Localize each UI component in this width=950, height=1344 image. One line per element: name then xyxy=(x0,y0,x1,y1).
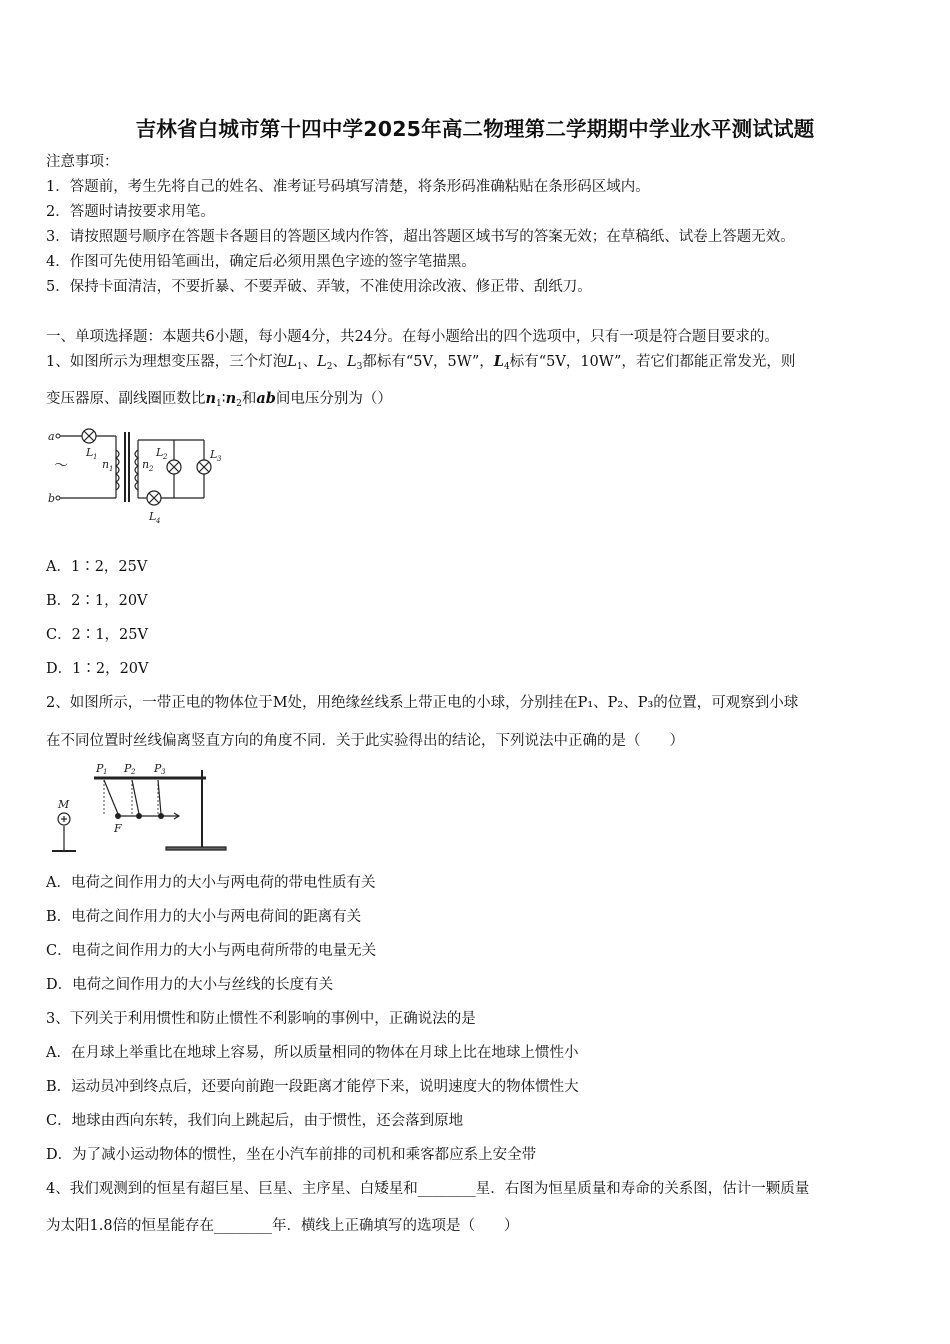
svg-text:2: 2 xyxy=(149,465,154,473)
svg-text:2: 2 xyxy=(163,453,168,461)
L4-label: L xyxy=(149,510,157,523)
svg-text:2: 2 xyxy=(131,768,136,776)
svg-text:1: 1 xyxy=(103,768,108,776)
page-title: 吉林省白城市第十四中学2025年高二物理第二学期期中学业水平测试试题 xyxy=(135,117,815,141)
q4-stem-line1: 4、我们观测到的恒星有超巨星、巨星、主序星、白矮星和________星．右图为恒星质量和寿命的关系图，估计一颗质量 xyxy=(46,1181,810,1197)
q1-option-d: D．1∶2，20V xyxy=(46,661,149,677)
svg-text:4: 4 xyxy=(156,517,161,525)
q1-stem-line1: 1、如图所示为理想变压器，三个灯泡$L_1$、$L_2$、$L_3$都标有“5V，5W”，$L_4$标有“5V，10W”，若它们都能正常发光，则 xyxy=(46,353,796,372)
notice-item: 3．请按照题号顺序在答题卡各题目的答题区域内作答，超出答题区域书写的答案无效；在草稿纸、试卷上答题无效。 xyxy=(46,229,795,245)
q2-option-d: D．电荷之间作用力的大小与丝线的长度有关 xyxy=(46,977,334,993)
q1-option-c: C．2∶1，25V xyxy=(46,627,148,643)
svg-text:3: 3 xyxy=(217,455,222,463)
P3-label: P xyxy=(154,762,162,775)
notice-item: 5．保持卡面清洁，不要折暴、不要弄破、弄皱，不准使用涂改液、修正带、刮纸刀。 xyxy=(46,279,592,295)
q1-option-b: B．2∶1，20V xyxy=(46,593,148,609)
terminal-a-label: a xyxy=(48,430,55,443)
q2-option-c: C．电荷之间作用力的大小与两电荷所带的电量无关 xyxy=(46,943,377,959)
svg-text:3: 3 xyxy=(161,768,166,776)
n2-label: n xyxy=(142,458,150,471)
P2-label: P xyxy=(124,762,132,775)
q3-option-a: A．在月球上举重比在地球上容易，所以质量相同的物体在月球上比在地球上惯性小 xyxy=(46,1045,579,1061)
L3-label: L xyxy=(210,448,218,461)
q3-stem: 3、下列关于利用惯性和防止惯性不利影响的事例中，正确说法的是 xyxy=(46,1011,476,1027)
F-label: F xyxy=(114,822,122,835)
q3-option-b: B．运动员冲到终点后，还要向前跑一段距离才能停下来，说明速度大的物体惯性大 xyxy=(46,1079,579,1095)
q3-option-d: D．为了减小运动物体的惯性，坐在小汽车前排的司机和乘客都应系上安全带 xyxy=(46,1147,537,1163)
M-label: M xyxy=(58,798,70,811)
q1-option-a: A．1∶2，25V xyxy=(46,559,148,575)
q4-stem-line2: 为太阳1.8倍的恒星能存在________年．横线上正确填写的选项是（ ） xyxy=(46,1218,519,1234)
q2-stem-line2: 在不同位置时丝线偏离竖直方向的角度不同．关于此实验得出的结论，下列说法中正确的是（ ） xyxy=(46,733,684,749)
L2-label: L xyxy=(156,446,164,459)
notice-heading: 注意事项： xyxy=(46,154,119,170)
P1-label: P xyxy=(96,762,104,775)
q2-option-a: A．电荷之间作用力的大小与两电荷的带电性质有关 xyxy=(46,875,376,891)
coulomb-experiment-figure xyxy=(46,760,231,858)
q1-stem-line2: 变压器原、副线圈匝数比$n_1∶n_2$和ab间电压分别为（） xyxy=(46,390,392,409)
transformer-circuit-figure xyxy=(46,420,236,530)
ac-source-symbol: ～ xyxy=(54,458,68,474)
notice-item: 1．答题前，考生先将自己的姓名、准考证号码填写清楚，将条形码准确粘贴在条形码区域内。 xyxy=(46,179,650,195)
q2-stem-line1: 2、如图所示，一带正电的物体位于M处，用绝缘丝线系上带正电的小球，分别挂在P₁、P₂、P₃的位置，可观察到小球 xyxy=(46,695,799,711)
terminal-b-label: b xyxy=(48,492,56,505)
notice-item: 2．答题时请按要求用笔。 xyxy=(46,204,215,220)
section-heading: 一、单项选择题：本题共6小题，每小题4分，共24分。在每小题给出的四个选项中，只有一项是符合题目要求的。 xyxy=(46,329,779,345)
notice-item: 4．作图可先使用铅笔画出，确定后必须用黑色字迹的签字笔描黑。 xyxy=(46,254,476,270)
n1-label: n xyxy=(102,458,110,471)
L1-label: L xyxy=(86,446,94,459)
q2-option-b: B．电荷之间作用力的大小与两电荷间的距离有关 xyxy=(46,909,362,925)
svg-text:1: 1 xyxy=(109,465,114,473)
q3-option-c: C．地球由西向东转，我们向上跳起后，由于惯性，还会落到原地 xyxy=(46,1113,464,1129)
svg-text:1: 1 xyxy=(93,453,98,461)
